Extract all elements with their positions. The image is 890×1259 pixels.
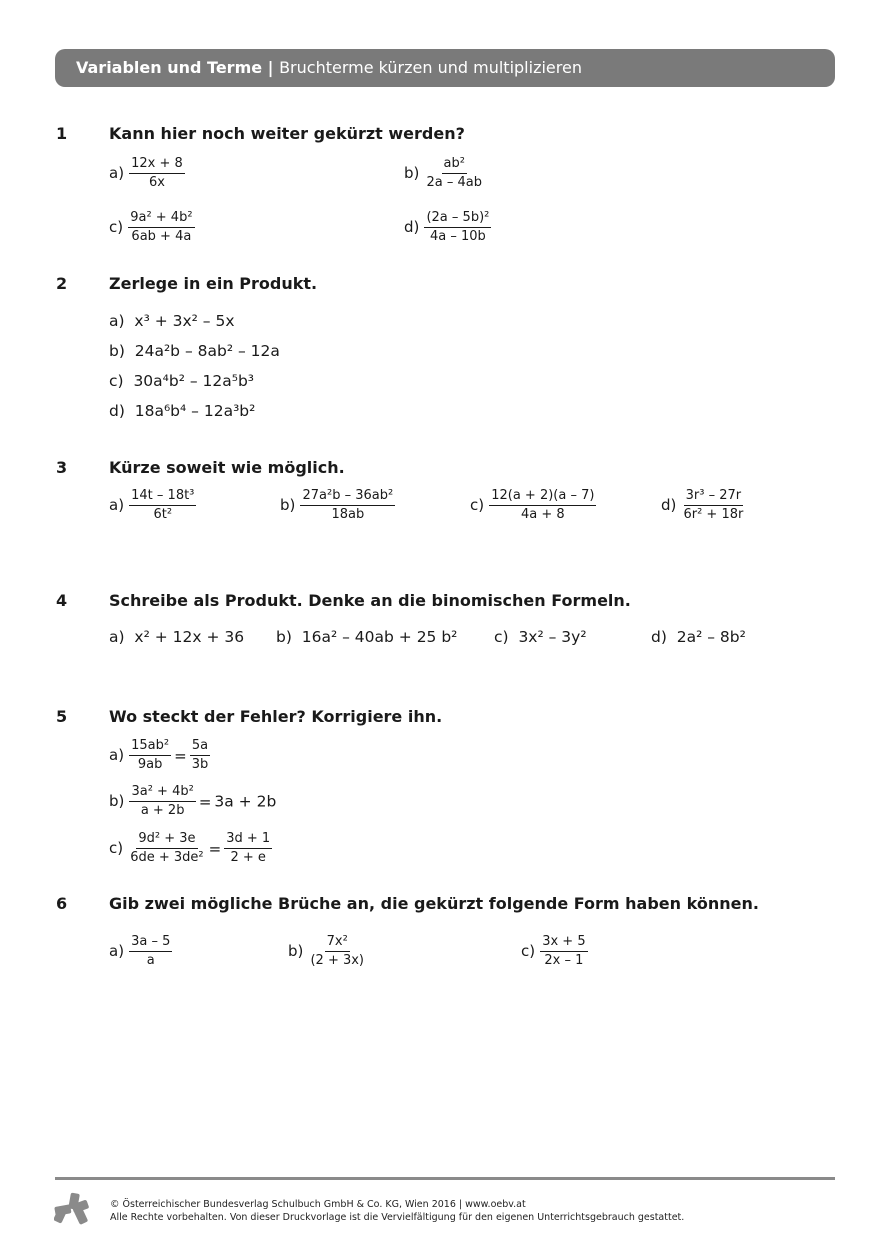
footer-divider: [55, 1177, 835, 1180]
task-1-item-d: d) $\frac{\text{(2a – 5b)²}}{4a - 10b}$: [404, 210, 490, 244]
task-number: 4: [56, 591, 68, 610]
task-number: 5: [56, 707, 68, 726]
task-4-item-b: b) 16a² – 40ab + 25 b²: [276, 628, 458, 646]
task-3-item-c: c) $\frac{12(a + 2)(a - 7)}{4a + 8}$: [470, 488, 595, 522]
task-6-item-b: b) $\frac{\text{7x²}}{(2 + 3x)}$: [288, 934, 365, 968]
task-title: Zerlege in ein Produkt.: [109, 274, 318, 293]
fraction: $\frac{\text{ab²}}{2a - 4ab}$: [426, 156, 482, 190]
task-number: 6: [56, 894, 68, 913]
footer-line-2: Alle Rechte vorbehalten. Von dieser Druckvorlage ist die Vervielfältigung für den eigenen Unterrichtsgebrauch gestattet.: [110, 1212, 685, 1223]
task-title: Gib zwei mögliche Brüche an, die gekürzt folgende Form haben können.: [109, 894, 759, 913]
fraction: $\frac{3d + 1}{2 + e}$: [226, 831, 271, 865]
task-2-item-a: a) x³ + 3x² – 5x: [109, 312, 235, 330]
fraction: $\frac{\text{3r³ – 27r}}{\text{6r² + 18r}}$: [683, 488, 744, 522]
task-5-item-b: b) $\frac{\text{3a² + 4b²}}{a + 2b}$ = 3a + 2b: [109, 784, 277, 818]
task-title: Schreibe als Produkt. Denke an die binomischen Formeln.: [109, 591, 631, 610]
task-title: Wo steckt der Fehler? Korrigiere ihn.: [109, 707, 443, 726]
fraction: $\frac{3x + 5}{2x - 1}$: [542, 934, 586, 968]
task-3-item-d: d) $\frac{\text{3r³ – 27r}}{\text{6r² + 18r}}$: [661, 488, 744, 522]
task-1-item-c: c) $\frac{\text{9a² + 4b²}}{6ab + 4a}$: [109, 210, 193, 244]
task-title: Kann hier noch weiter gekürzt werden?: [109, 124, 465, 143]
task-number: 1: [56, 124, 68, 143]
task-6-item-a: a) $\frac{3a - 5}{a}$: [109, 934, 171, 968]
task-6-item-c: c) $\frac{3x + 5}{2x - 1}$: [521, 934, 586, 968]
fraction: $\frac{12(a + 2)(a - 7)}{4a + 8}$: [491, 488, 595, 522]
task-2-item-d: d) 18a⁶b⁴ – 12a³b²: [109, 402, 256, 420]
fraction: $\frac{12x + 8}{6x}$: [131, 156, 183, 190]
fraction: $\frac{3a - 5}{a}$: [131, 934, 171, 968]
fraction: $\frac{\text{(2a – 5b)²}}{4a - 10b}$: [426, 210, 490, 244]
fraction: $\frac{5a}{3b}$: [191, 738, 209, 772]
header-separator: |: [262, 58, 280, 77]
fraction: $\frac{\text{14t – 18t³}}{\text{6t²}}$: [131, 488, 195, 522]
fraction: $\frac{\text{3a² + 4b²}}{a + 2b}$: [131, 784, 194, 818]
task-3-item-a: a) $\frac{\text{14t – 18t³}}{\text{6t²}}$: [109, 488, 195, 522]
task-5-item-a: a) $\frac{\text{15ab²}}{9ab}$ = $\frac{5a}{3b}$: [109, 738, 209, 772]
fraction: $\frac{\text{9d² + 3e}}{\text{6de + 3de²}}$: [130, 831, 204, 865]
task-4-item-a: a) x² + 12x + 36: [109, 628, 245, 646]
task-2-item-c: c) 30a⁴b² – 12a⁵b³: [109, 372, 255, 390]
task-2-item-b: b) 24a²b – 8ab² – 12a: [109, 342, 280, 360]
task-title: Kürze soweit wie möglich.: [109, 458, 345, 477]
footer-copyright: [110, 1198, 684, 1224]
task-1-item-a: a) $\frac{12x + 8}{6x}$: [109, 156, 183, 190]
fraction: $\frac{\text{7x²}}{(2 + 3x)}$: [310, 934, 365, 968]
footer-line-1: © Österreichischer Bundesverlag Schulbuch GmbH & Co. KG, Wien 2016 | www.oebv.at: [110, 1199, 526, 1210]
header-topic: Variablen und Terme: [76, 58, 263, 77]
task-4-item-c: c) 3x² – 3y²: [494, 628, 587, 646]
header-subtitle: Bruchterme kürzen und multiplizieren: [279, 58, 582, 77]
fraction: $\frac{\text{9a² + 4b²}}{6ab + 4a}$: [130, 210, 193, 244]
task-5-item-c: c) $\frac{\text{9d² + 3e}}{\text{6de + 3de²}}$ = $\frac{3d + 1}{2 + e}$: [109, 831, 271, 865]
fraction: $\frac{\text{27a²b – 36ab²}}{18ab}$: [302, 488, 394, 522]
task-1-item-b: b) $\frac{\text{ab²}}{2a - 4ab}$: [404, 156, 482, 190]
task-number: 3: [56, 458, 68, 477]
header-bar: [55, 49, 835, 87]
fraction: $\frac{\text{15ab²}}{9ab}$: [131, 738, 170, 772]
task-3-item-b: b) $\frac{\text{27a²b – 36ab²}}{18ab}$: [280, 488, 394, 522]
task-4-item-d: d) 2a² – 8b²: [651, 628, 746, 646]
publisher-logo-icon: [54, 1192, 90, 1232]
task-number: 2: [56, 274, 68, 293]
